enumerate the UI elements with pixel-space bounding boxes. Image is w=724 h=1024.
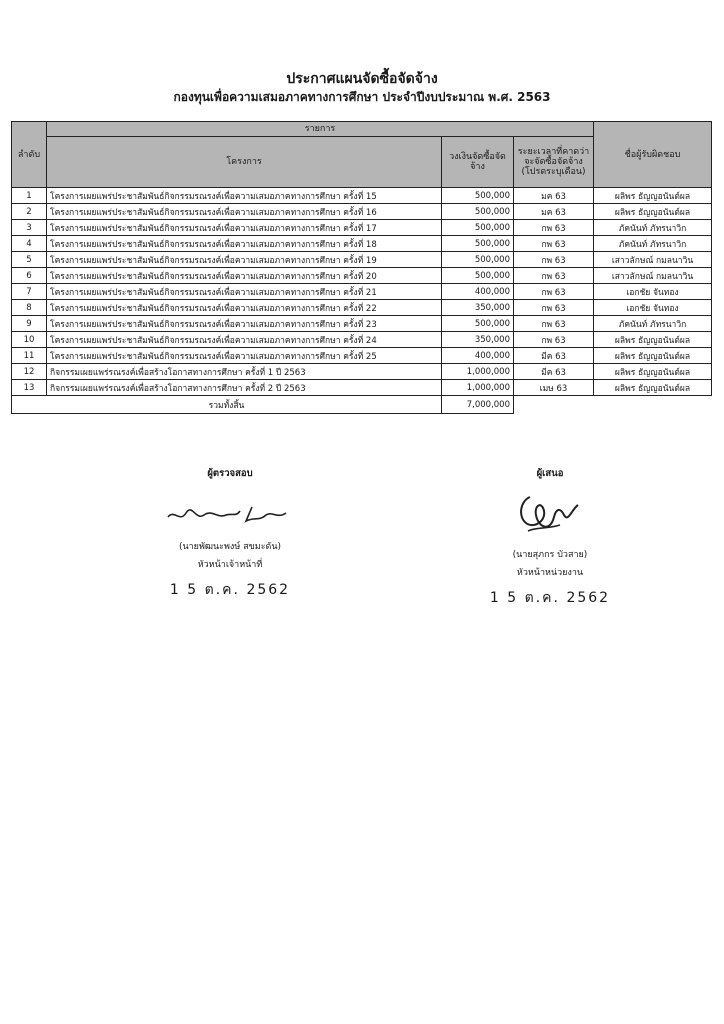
- row-period: มค 63: [514, 188, 594, 204]
- row-project: โครงการเผยแพร่ประชาสัมพันธ์กิจกรรมรณรงค์เพื่อความเสมอภาคทางการศึกษา ครั้งที่ 18: [47, 236, 442, 252]
- table-row: [12, 236, 712, 252]
- row-period: กพ 63: [514, 268, 594, 284]
- row-budget: 1,000,000: [442, 380, 514, 396]
- row-project: โครงการเผยแพร่ประชาสัมพันธ์กิจกรรมรณรงค์เพื่อความเสมอภาคทางการศึกษา ครั้งที่ 25: [47, 348, 442, 364]
- row-budget: 350,000: [442, 332, 514, 348]
- header-period: ระยะเวลาที่คาดว่าจะจัดซื้อจัดจ้าง (โปรดระบุเดือน): [514, 137, 594, 188]
- row-budget: 400,000: [442, 348, 514, 364]
- row-budget: 1,000,000: [442, 364, 514, 380]
- row-number: 1: [12, 188, 47, 204]
- row-responsible: ผลิพร ธัญญอนันต์ผล: [594, 348, 712, 364]
- row-budget: 500,000: [442, 316, 514, 332]
- document-title: ประกาศแผนจัดซื้อจัดจ้าง: [286, 71, 438, 87]
- row-responsible: ผลิพร ธัญญอนันต์ผล: [594, 204, 712, 220]
- row-period: มีค 63: [514, 348, 594, 364]
- row-budget: 400,000: [442, 284, 514, 300]
- row-number: 2: [12, 204, 47, 220]
- total-label: รวมทั้งสิ้น: [12, 396, 442, 414]
- signature-block-reviewer: [130, 466, 330, 601]
- row-period: กพ 63: [514, 300, 594, 316]
- row-responsible: ผลิพร ธัญญอนันต์ผล: [594, 332, 712, 348]
- row-budget: 500,000: [442, 236, 514, 252]
- row-project: กิจกรรมเผยแพร่รณรงค์เพื่อสร้างโอกาสทางการศึกษา ครั้งที่ 2 ปี 2563: [47, 380, 442, 396]
- document-subtitle: กองทุนเพื่อความเสมอภาคทางการศึกษา ประจำปีงบประมาณ พ.ศ. 2563: [173, 90, 551, 104]
- table-row: [12, 332, 712, 348]
- header-no: ลำดับ: [12, 122, 47, 188]
- row-responsible: ผลิพร ธัญญอนันต์ผล: [594, 364, 712, 380]
- total-blank: [514, 396, 712, 414]
- row-budget: 500,000: [442, 188, 514, 204]
- row-project: โครงการเผยแพร่ประชาสัมพันธ์กิจกรรมรณรงค์เพื่อความเสมอภาคทางการศึกษา ครั้งที่ 19: [47, 252, 442, 268]
- table-row: [12, 348, 712, 364]
- row-responsible: เอกชัย จันทอง: [594, 300, 712, 316]
- row-responsible: เสาวลักษณ์ กมลนาวิน: [594, 268, 712, 284]
- proposer-position: หัวหน้าหน่วยงาน: [516, 568, 584, 578]
- proposer-role: ผู้เสนอ: [536, 468, 564, 479]
- row-number: 4: [12, 236, 47, 252]
- row-period: กพ 63: [514, 284, 594, 300]
- header-items: รายการ: [47, 122, 594, 137]
- total-value: 7,000,000: [442, 396, 514, 414]
- row-number: 7: [12, 284, 47, 300]
- row-number: 11: [12, 348, 47, 364]
- row-project: โครงการเผยแพร่ประชาสัมพันธ์กิจกรรมรณรงค์เพื่อความเสมอภาคทางการศึกษา ครั้งที่ 22: [47, 300, 442, 316]
- row-number: 13: [12, 380, 47, 396]
- row-responsible: เสาวลักษณ์ กมลนาวิน: [594, 252, 712, 268]
- row-budget: 350,000: [442, 300, 514, 316]
- row-budget: 500,000: [442, 252, 514, 268]
- table-row: [12, 316, 712, 332]
- table-row: [12, 220, 712, 236]
- row-project: กิจกรรมเผยแพร่รณรงค์เพื่อสร้างโอกาสทางการศึกษา ครั้งที่ 1 ปี 2563: [47, 364, 442, 380]
- reviewer-signature-icon: [160, 487, 300, 535]
- row-responsible: ผลิพร ธัญญอนันต์ผล: [594, 188, 712, 204]
- row-budget: 500,000: [442, 220, 514, 236]
- row-period: กพ 63: [514, 236, 594, 252]
- reviewer-date: 1 5 ต.ค. 2562: [169, 582, 291, 598]
- table-body: [12, 188, 712, 396]
- row-project: โครงการเผยแพร่ประชาสัมพันธ์กิจกรรมรณรงค์เพื่อความเสมอภาคทางการศึกษา ครั้งที่ 17: [47, 220, 442, 236]
- row-number: 3: [12, 220, 47, 236]
- proposer-date: 1 5 ต.ค. 2562: [489, 590, 611, 606]
- row-period: กพ 63: [514, 332, 594, 348]
- table-row: [12, 364, 712, 380]
- row-number: 8: [12, 300, 47, 316]
- header-responsible: ชื่อผู้รับผิดชอบ: [594, 122, 712, 188]
- row-period: มค 63: [514, 204, 594, 220]
- row-number: 9: [12, 316, 47, 332]
- row-project: โครงการเผยแพร่ประชาสัมพันธ์กิจกรรมรณรงค์เพื่อความเสมอภาคทางการศึกษา ครั้งที่ 20: [47, 268, 442, 284]
- row-responsible: เอกชัย จันทอง: [594, 284, 712, 300]
- row-project: โครงการเผยแพร่ประชาสัมพันธ์กิจกรรมรณรงค์เพื่อความเสมอภาคทางการศึกษา ครั้งที่ 15: [47, 188, 442, 204]
- signature-block-proposer: [450, 466, 650, 609]
- row-period: กพ 63: [514, 252, 594, 268]
- row-number: 12: [12, 364, 47, 380]
- row-period: เมษ 63: [514, 380, 594, 396]
- row-period: กพ 63: [514, 316, 594, 332]
- row-responsible: ภัคนันท์ ภัทรนาวิก: [594, 220, 712, 236]
- header-budget: วงเงินจัดซื้อจัดจ้าง: [442, 137, 514, 188]
- reviewer-role: ผู้ตรวจสอบ: [207, 468, 253, 479]
- table-row: [12, 252, 712, 268]
- row-period: มีค 63: [514, 364, 594, 380]
- table-row: [12, 268, 712, 284]
- row-number: 6: [12, 268, 47, 284]
- table-row: [12, 300, 712, 316]
- row-budget: 500,000: [442, 204, 514, 220]
- table-row: [12, 284, 712, 300]
- row-budget: 500,000: [442, 268, 514, 284]
- table-row: [12, 380, 712, 396]
- row-number: 10: [12, 332, 47, 348]
- row-project: โครงการเผยแพร่ประชาสัมพันธ์กิจกรรมรณรงค์เพื่อความเสมอภาคทางการศึกษา ครั้งที่ 21: [47, 284, 442, 300]
- row-project: โครงการเผยแพร่ประชาสัมพันธ์กิจกรรมรณรงค์เพื่อความเสมอภาคทางการศึกษา ครั้งที่ 23: [47, 316, 442, 332]
- procurement-table: [11, 121, 712, 414]
- table-row: [12, 188, 712, 204]
- proposer-name: (นายสุภกร บัวสาย): [512, 550, 588, 560]
- table-row: [12, 204, 712, 220]
- proposer-signature-icon: [490, 487, 610, 543]
- reviewer-name: (นายพัฒนะพงษ์ สขมะดัน): [178, 542, 282, 552]
- row-project: โครงการเผยแพร่ประชาสัมพันธ์กิจกรรมรณรงค์เพื่อความเสมอภาคทางการศึกษา ครั้งที่ 16: [47, 204, 442, 220]
- row-project: โครงการเผยแพร่ประชาสัมพันธ์กิจกรรมรณรงค์เพื่อความเสมอภาคทางการศึกษา ครั้งที่ 24: [47, 332, 442, 348]
- row-responsible: ผลิพร ธัญญอนันต์ผล: [594, 380, 712, 396]
- row-period: กพ 63: [514, 220, 594, 236]
- reviewer-position: หัวหน้าเจ้าหน้าที่: [197, 560, 263, 570]
- row-number: 5: [12, 252, 47, 268]
- row-responsible: ภัคนันท์ ภัทรนาวิก: [594, 316, 712, 332]
- header-project: โครงการ: [47, 137, 442, 188]
- row-responsible: ภัคนันท์ ภัทรนาวิก: [594, 236, 712, 252]
